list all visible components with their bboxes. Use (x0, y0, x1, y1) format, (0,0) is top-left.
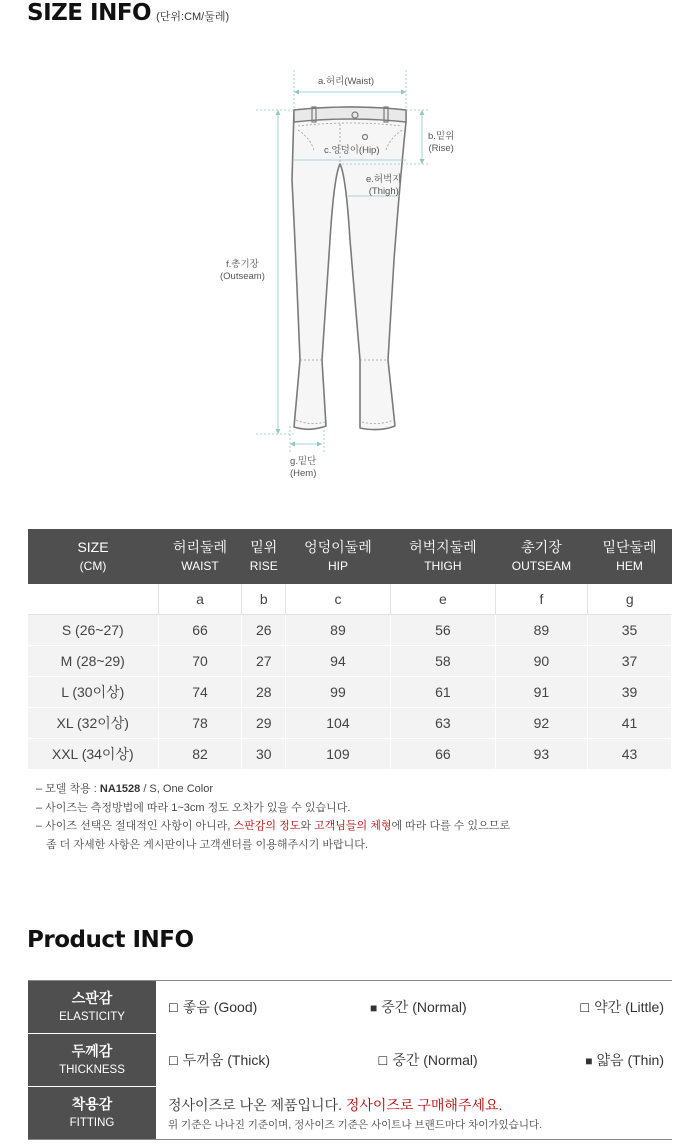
value-cell: 37 (587, 646, 671, 677)
label-thigh-en: (Thigh) (368, 186, 399, 197)
label-outseam-kr: f.총기장 (226, 259, 259, 270)
fitting-content (156, 1087, 672, 1140)
size-cell: M (28~29) (28, 646, 158, 677)
value-cell: 35 (587, 615, 671, 646)
checkbox-empty-icon: ☐ (168, 1054, 179, 1068)
value-cell: 91 (495, 677, 587, 708)
size-table-header-row (28, 529, 672, 584)
measurement-letter-row (28, 584, 672, 615)
product-info-heading: Product INFO (27, 927, 194, 953)
letter-cell: e (390, 584, 495, 615)
value-cell: 58 (390, 646, 495, 677)
thickness-options (156, 1034, 672, 1087)
size-cell: S (26~27) (28, 615, 158, 646)
checkbox-filled-icon: ■ (370, 1001, 378, 1015)
table-row (28, 646, 672, 677)
header-hip: 엉덩이둘레 HIP (285, 529, 390, 584)
header-outseam: 총기장 OUTSEAM (495, 529, 587, 584)
value-cell: 56 (390, 615, 495, 646)
letter-cell: f (495, 584, 587, 615)
letter-cell: a (158, 584, 242, 615)
value-cell: 30 (242, 739, 285, 770)
value-cell: 109 (285, 739, 390, 770)
value-cell: 29 (242, 708, 285, 739)
value-cell: 93 (495, 739, 587, 770)
checkbox-empty-icon: ☐ (579, 1001, 591, 1015)
fitting-main-text: 정사이즈로 나온 제품입니다. 정사이즈로 구매해주세요. (168, 1096, 503, 1113)
thickness-option-thick: ☐ 두꺼움 (Thick) (168, 1052, 270, 1068)
value-cell: 28 (242, 677, 285, 708)
value-cell: 99 (285, 677, 390, 708)
label-hip: c.엉덩이(Hip) (324, 145, 380, 156)
product-info-table (28, 980, 672, 1140)
note-size-selection: – 사이즈 선택은 절대적인 사항이 아니라, 스판감의 정도와 고객님들의 체형에 따라 다를 수 있으므로 (36, 820, 510, 832)
size-info-heading: SIZE INFO (27, 0, 152, 26)
size-unit-note: (단위:CM/둘레) (156, 11, 230, 23)
size-cell: XL (32이상) (28, 708, 158, 739)
label-rise-en: (Rise) (428, 143, 454, 154)
value-cell: 82 (158, 739, 242, 770)
pants-measurement-diagram (210, 60, 480, 490)
size-notes (36, 780, 510, 854)
fitting-sub-text: 위 기준은 나나진 기준이며, 정사이즈 기준은 사이트나 브랜드마다 차이가있습니다. (168, 1118, 543, 1131)
elasticity-row (28, 981, 672, 1034)
value-cell: 104 (285, 708, 390, 739)
value-cell: 41 (587, 708, 671, 739)
table-row (28, 677, 672, 708)
value-cell: 39 (587, 677, 671, 708)
checkbox-empty-icon: ☐ (168, 1001, 179, 1015)
label-hem-kr: g.밑단 (290, 456, 317, 467)
value-cell: 92 (495, 708, 587, 739)
table-row (28, 739, 672, 770)
letter-cell (28, 584, 158, 615)
label-rise-kr: b.밑위 (428, 131, 455, 142)
label-outseam-en: (Outseam) (220, 271, 265, 282)
elasticity-header: 스판감 ELASTICITY (28, 981, 156, 1034)
header-rise: 밑위 RISE (242, 529, 285, 584)
value-cell: 66 (390, 739, 495, 770)
header-hem: 밑단둘레 HEM (587, 529, 671, 584)
value-cell: 61 (390, 677, 495, 708)
label-hem (290, 456, 316, 480)
size-info-title (27, 0, 229, 26)
label-hem-en: (Hem) (290, 468, 317, 479)
thickness-option-normal: ☐ 중간 (Normal) (377, 1052, 478, 1068)
label-outseam (220, 259, 265, 283)
note-contact: 좀 더 자세한 사항은 게시판이나 고객센터를 이용해주시기 바랍니다. (46, 838, 368, 851)
elasticity-option-normal: ■ 중간 (Normal) (370, 999, 467, 1015)
size-cell: L (30이상) (28, 677, 158, 708)
thickness-header: 두께감 THICKNESS (28, 1034, 156, 1087)
size-table (28, 529, 672, 770)
value-cell: 70 (158, 646, 242, 677)
elasticity-option-little: ☐ 약간 (Little) (579, 999, 664, 1015)
value-cell: 74 (158, 677, 242, 708)
table-row (28, 708, 672, 739)
value-cell: 94 (285, 646, 390, 677)
label-thigh (366, 174, 401, 198)
label-thigh-kr: e.허벅지 (366, 174, 402, 185)
value-cell: 26 (242, 615, 285, 646)
header-size: SIZE (CM) (28, 529, 158, 584)
value-cell: 66 (158, 615, 242, 646)
value-cell: 78 (158, 708, 242, 739)
fitting-row (28, 1087, 672, 1140)
value-cell: 63 (390, 708, 495, 739)
label-waist: a.허리(Waist) (318, 76, 375, 87)
note-model: – 모델 착용 : NA1528 / S, One Color (36, 783, 214, 795)
thickness-option-thin: ■ 얇음 (Thin) (585, 1052, 664, 1068)
fitting-header: 착용감 FITTING (28, 1087, 156, 1140)
header-thigh: 허벅지둘레 THIGH (390, 529, 495, 584)
checkbox-filled-icon: ■ (585, 1054, 593, 1068)
elasticity-option-good: ☐ 좋음 (Good) (168, 999, 258, 1015)
header-waist: 허리둘레 WAIST (158, 529, 242, 584)
value-cell: 90 (495, 646, 587, 677)
thickness-row (28, 1034, 672, 1087)
letter-cell: b (242, 584, 285, 615)
letter-cell: g (587, 584, 671, 615)
value-cell: 89 (495, 615, 587, 646)
letter-cell: c (285, 584, 390, 615)
table-row (28, 615, 672, 646)
note-measurement-error: – 사이즈는 측정방법에 따라 1~3cm 정도 오차가 있을 수 있습니다. (36, 801, 351, 814)
size-cell: XXL (34이상) (28, 739, 158, 770)
value-cell: 27 (242, 646, 285, 677)
checkbox-empty-icon: ☐ (377, 1054, 389, 1068)
value-cell: 89 (285, 615, 390, 646)
label-rise (428, 131, 454, 155)
elasticity-options (156, 981, 672, 1034)
value-cell: 43 (587, 739, 671, 770)
